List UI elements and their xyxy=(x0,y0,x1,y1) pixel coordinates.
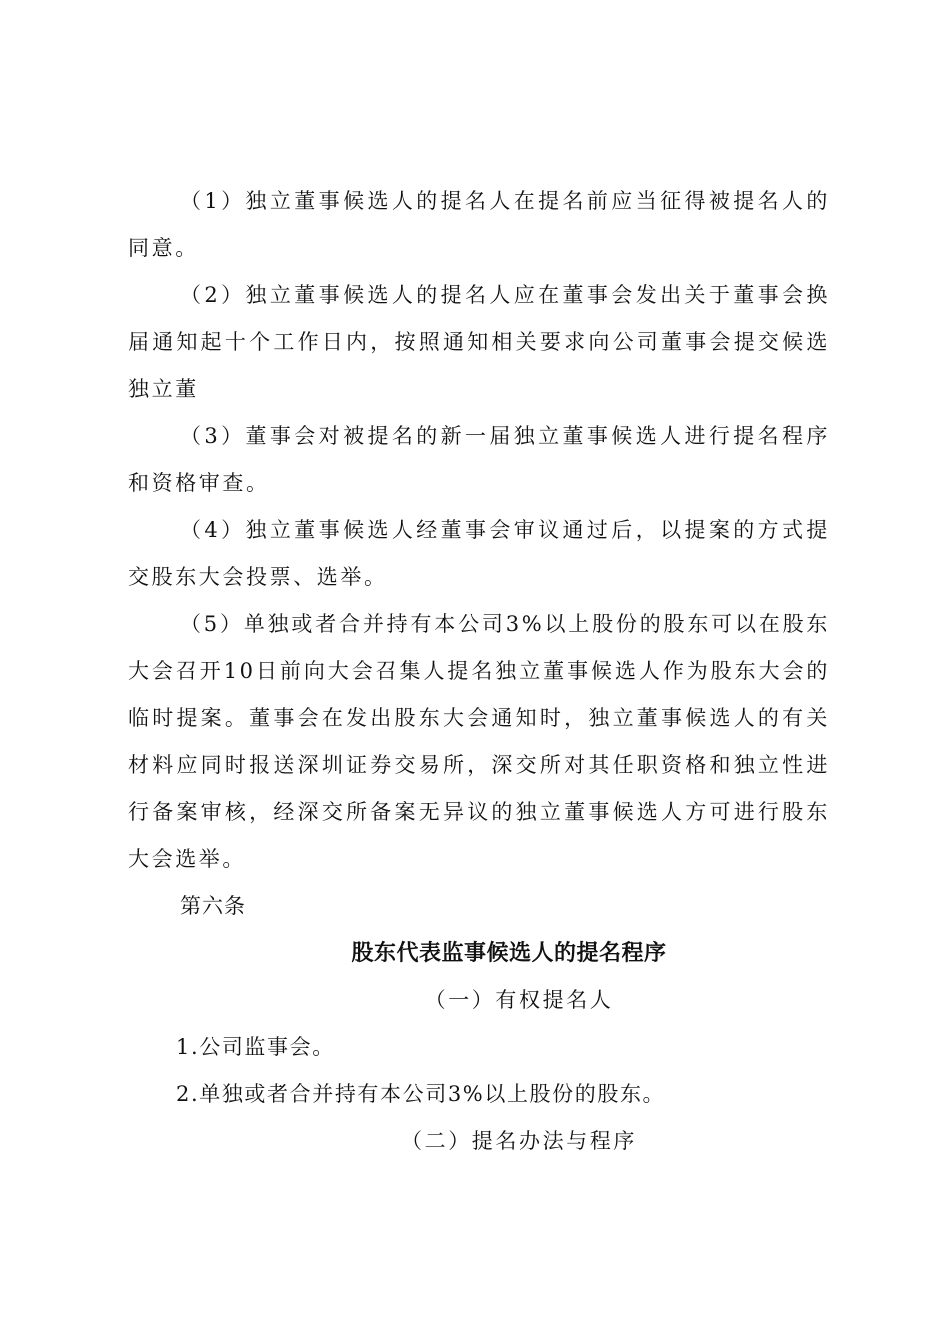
list-item-2: 2.单独或者合并持有本公司3%以上股份的股东。 xyxy=(176,1082,666,1106)
paragraph-5: （5）单独或者合并持有本公司3%以上股份的股东可以在股东大会召开10日前向大会召集人提名独立董事候选人作为股东大会的临时提案。董事会在发出股东大会通知时，独立董事候选人的有关材料应同时报送深圳证券交易所，深交所对其任职资格和独立性进行备案审核，经深交所备案无异议的独立董事候选人方可进行股东大会选举。 xyxy=(128,612,830,871)
paragraph-4: （4）独立董事候选人经董事会审议通过后，以提案的方式提交股东大会投票、选举。 xyxy=(128,518,830,589)
paragraph-1: （1）独立董事候选人的提名人在提名前应当征得被提名人的同意。 xyxy=(128,189,830,260)
article-label: 第六条 xyxy=(180,894,246,918)
document-page xyxy=(128,178,830,1165)
list-item-1: 1.公司监事会。 xyxy=(176,1035,335,1059)
subsection-heading-2: （二）提名办法与程序 xyxy=(401,1129,637,1153)
paragraph-3: （3）董事会对被提名的新一届独立董事候选人进行提名程序和资格审查。 xyxy=(128,424,830,495)
section-title: 股东代表监事候选人的提名程序 xyxy=(351,940,667,966)
subsection-heading-1: （一）有权提名人 xyxy=(424,988,614,1012)
paragraph-2: （2）独立董事候选人的提名人应在董事会发出关于董事会换届通知起十个工作日内，按照通知相关要求向公司董事会提交候选独立董 xyxy=(128,283,830,401)
